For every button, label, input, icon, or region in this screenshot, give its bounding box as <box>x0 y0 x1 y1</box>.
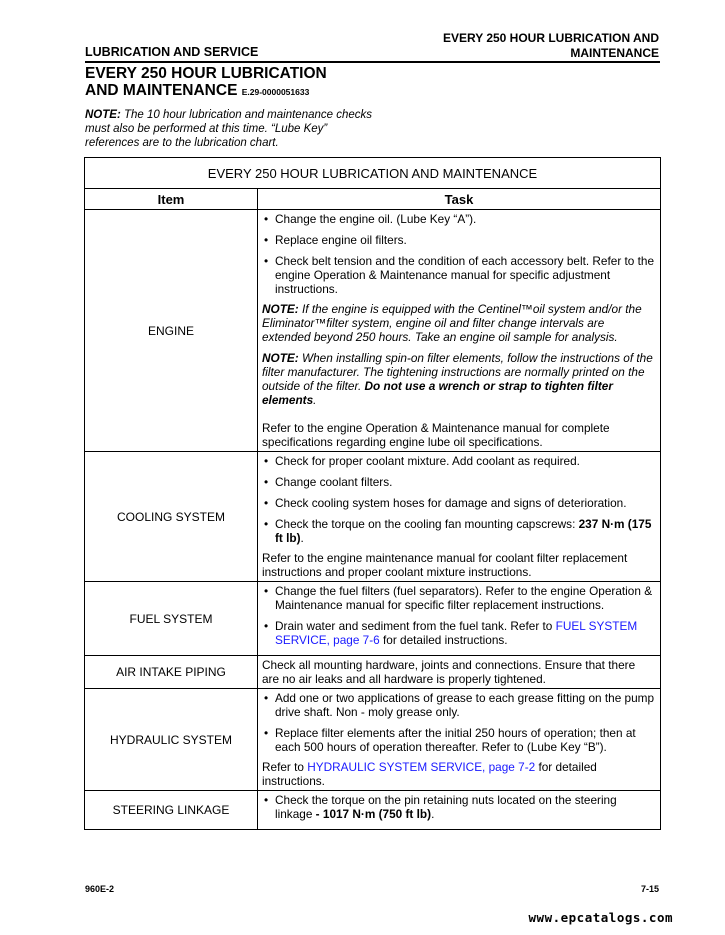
list-item: • Add one or two applications of grease to each grease fitting on the pump drive shaft. Non - moly grease only. <box>262 691 655 719</box>
section-code: E.29-0000051633 <box>241 87 310 97</box>
intro-note <box>85 108 375 150</box>
running-header-right-line1: EVERY 250 HOUR LUBRICATION AND <box>442 31 659 45</box>
engine-note-2 <box>262 351 655 407</box>
list-item: • Replace filter elements after the initial 250 hours of operation; then at each 500 hours of operation thereafter. Refer to (Lube Key “B”). <box>262 726 655 754</box>
task-steering <box>258 791 661 830</box>
item-hydraulic: HYDRAULIC SYSTEM <box>85 689 258 791</box>
item-fuel: FUEL SYSTEM <box>85 582 258 656</box>
table-caption: EVERY 250 HOUR LUBRICATION AND MAINTENANCE <box>85 158 661 189</box>
column-header-task: Task <box>258 189 661 210</box>
list-item: • Change the fuel filters (fuel separators). Refer to the engine Operation & Maintenance manual for specific filter replacement instructions. <box>262 584 655 612</box>
hydraulic-end: for detailed instructions. <box>262 760 597 788</box>
fuel-end: for detailed instructions. <box>379 633 508 647</box>
task-air <box>258 656 661 689</box>
item-engine: ENGINE <box>85 210 258 452</box>
list-item: • Check cooling system hoses for damage and signs of deterioration. <box>262 496 655 510</box>
section-title <box>85 65 327 101</box>
watermark: www.epcatalogs.com <box>528 910 673 925</box>
hydraulic-paragraph <box>262 760 655 788</box>
list-item: • Change the engine oil. (Lube Key “A”). <box>262 212 655 226</box>
air-paragraph: Check all mounting hardware, joints and connections. Ensure that there are no air leaks and all hardware is properly tightened. <box>262 658 636 686</box>
note-end: . <box>313 393 317 407</box>
note-text: When installing spin-on filter elements, follow the instructions of the filter manufacturer. The tightening instructions are normally printed on the outside of the filter. <box>262 351 653 393</box>
running-header-right-line2: MAINTENANCE <box>570 46 659 60</box>
list-item <box>262 517 655 545</box>
item-cooling: COOLING SYSTEM <box>85 452 258 582</box>
fuel-system-service-link[interactable]: FUEL SYSTEM SERVICE, page 7-6 <box>275 619 638 647</box>
task-fuel <box>258 582 661 656</box>
item-air: AIR INTAKE PIPING <box>85 656 258 689</box>
note-warning: Do not use a wrench or strap to tighten filter elements <box>262 379 613 407</box>
maintenance-table <box>84 157 661 830</box>
engine-note-1 <box>262 302 655 344</box>
note-label: NOTE: <box>262 302 299 316</box>
table-row-steering <box>85 791 661 830</box>
intro-note-label: NOTE: <box>85 109 121 121</box>
cooling-paragraph: Refer to the engine maintenance manual for coolant filter replacement instructions and proper coolant mixture instructions. <box>262 551 628 579</box>
header-rule <box>85 61 660 63</box>
running-header-right <box>443 31 659 61</box>
section-title-line2: AND MAINTENANCE <box>85 82 238 99</box>
table-row-engine <box>85 210 661 452</box>
steering-torque-value: - 1017 N·m (750 ft lb) <box>315 807 432 821</box>
list-item: • Change coolant filters. <box>262 475 655 489</box>
item-steering: STEERING LINKAGE <box>85 791 258 830</box>
engine-paragraph: Refer to the engine Operation & Maintenance manual for complete specifications regarding engine lube oil specifications. <box>262 421 610 449</box>
list-item <box>262 619 655 647</box>
table-row-fuel <box>85 582 661 656</box>
list-item: • Check belt tension and the condition of each accessory belt. Refer to the engine Operation & Maintenance manual for specific adjustment instructions. <box>262 254 655 296</box>
fuel-text: Drain water and sediment from the fuel tank. Refer to <box>275 619 556 633</box>
torque-text: Check the torque on the cooling fan mounting capscrews: <box>275 517 579 531</box>
column-header-item: Item <box>85 189 258 210</box>
note-text: If the engine is equipped with the Centinel™oil system and/or the Eliminator™filter system, engine oil and filter change intervals are extended beyond 250 hours. Take an engine oil sample for analysis. <box>262 302 642 344</box>
list-item: • Check for proper coolant mixture. Add coolant as required. <box>262 454 655 468</box>
footer-model: 960E-2 <box>85 884 115 894</box>
note-label: NOTE: <box>262 351 299 365</box>
section-title-line1: EVERY 250 HOUR LUBRICATION <box>85 65 327 82</box>
table-row-hydraulic <box>85 689 661 791</box>
hydraulic-system-service-link[interactable]: HYDRAULIC SYSTEM SERVICE, page 7-2 <box>307 760 536 774</box>
table-row-air <box>85 656 661 689</box>
torque-end: . <box>300 531 304 545</box>
list-item: • Replace engine oil filters. <box>262 233 655 247</box>
task-cooling <box>258 452 661 582</box>
hydraulic-text: Refer to <box>262 760 308 774</box>
table-row-cooling <box>85 452 661 582</box>
steering-end: . <box>431 807 435 821</box>
intro-note-text: The 10 hour lubrication and maintenance checks must also be performed at this time. “Lube Key” references are to the lubrication chart. <box>85 109 373 149</box>
running-header-left: LUBRICATION AND SERVICE <box>85 45 259 59</box>
task-engine <box>258 210 661 452</box>
steering-text: Check the torque on the pin retaining nuts located on the steering linkage <box>275 793 617 821</box>
footer-page-number: 7-15 <box>640 884 659 894</box>
list-item <box>262 793 655 821</box>
torque-value: 237 N·m (175 ft lb) <box>275 517 652 545</box>
task-hydraulic <box>258 689 661 791</box>
